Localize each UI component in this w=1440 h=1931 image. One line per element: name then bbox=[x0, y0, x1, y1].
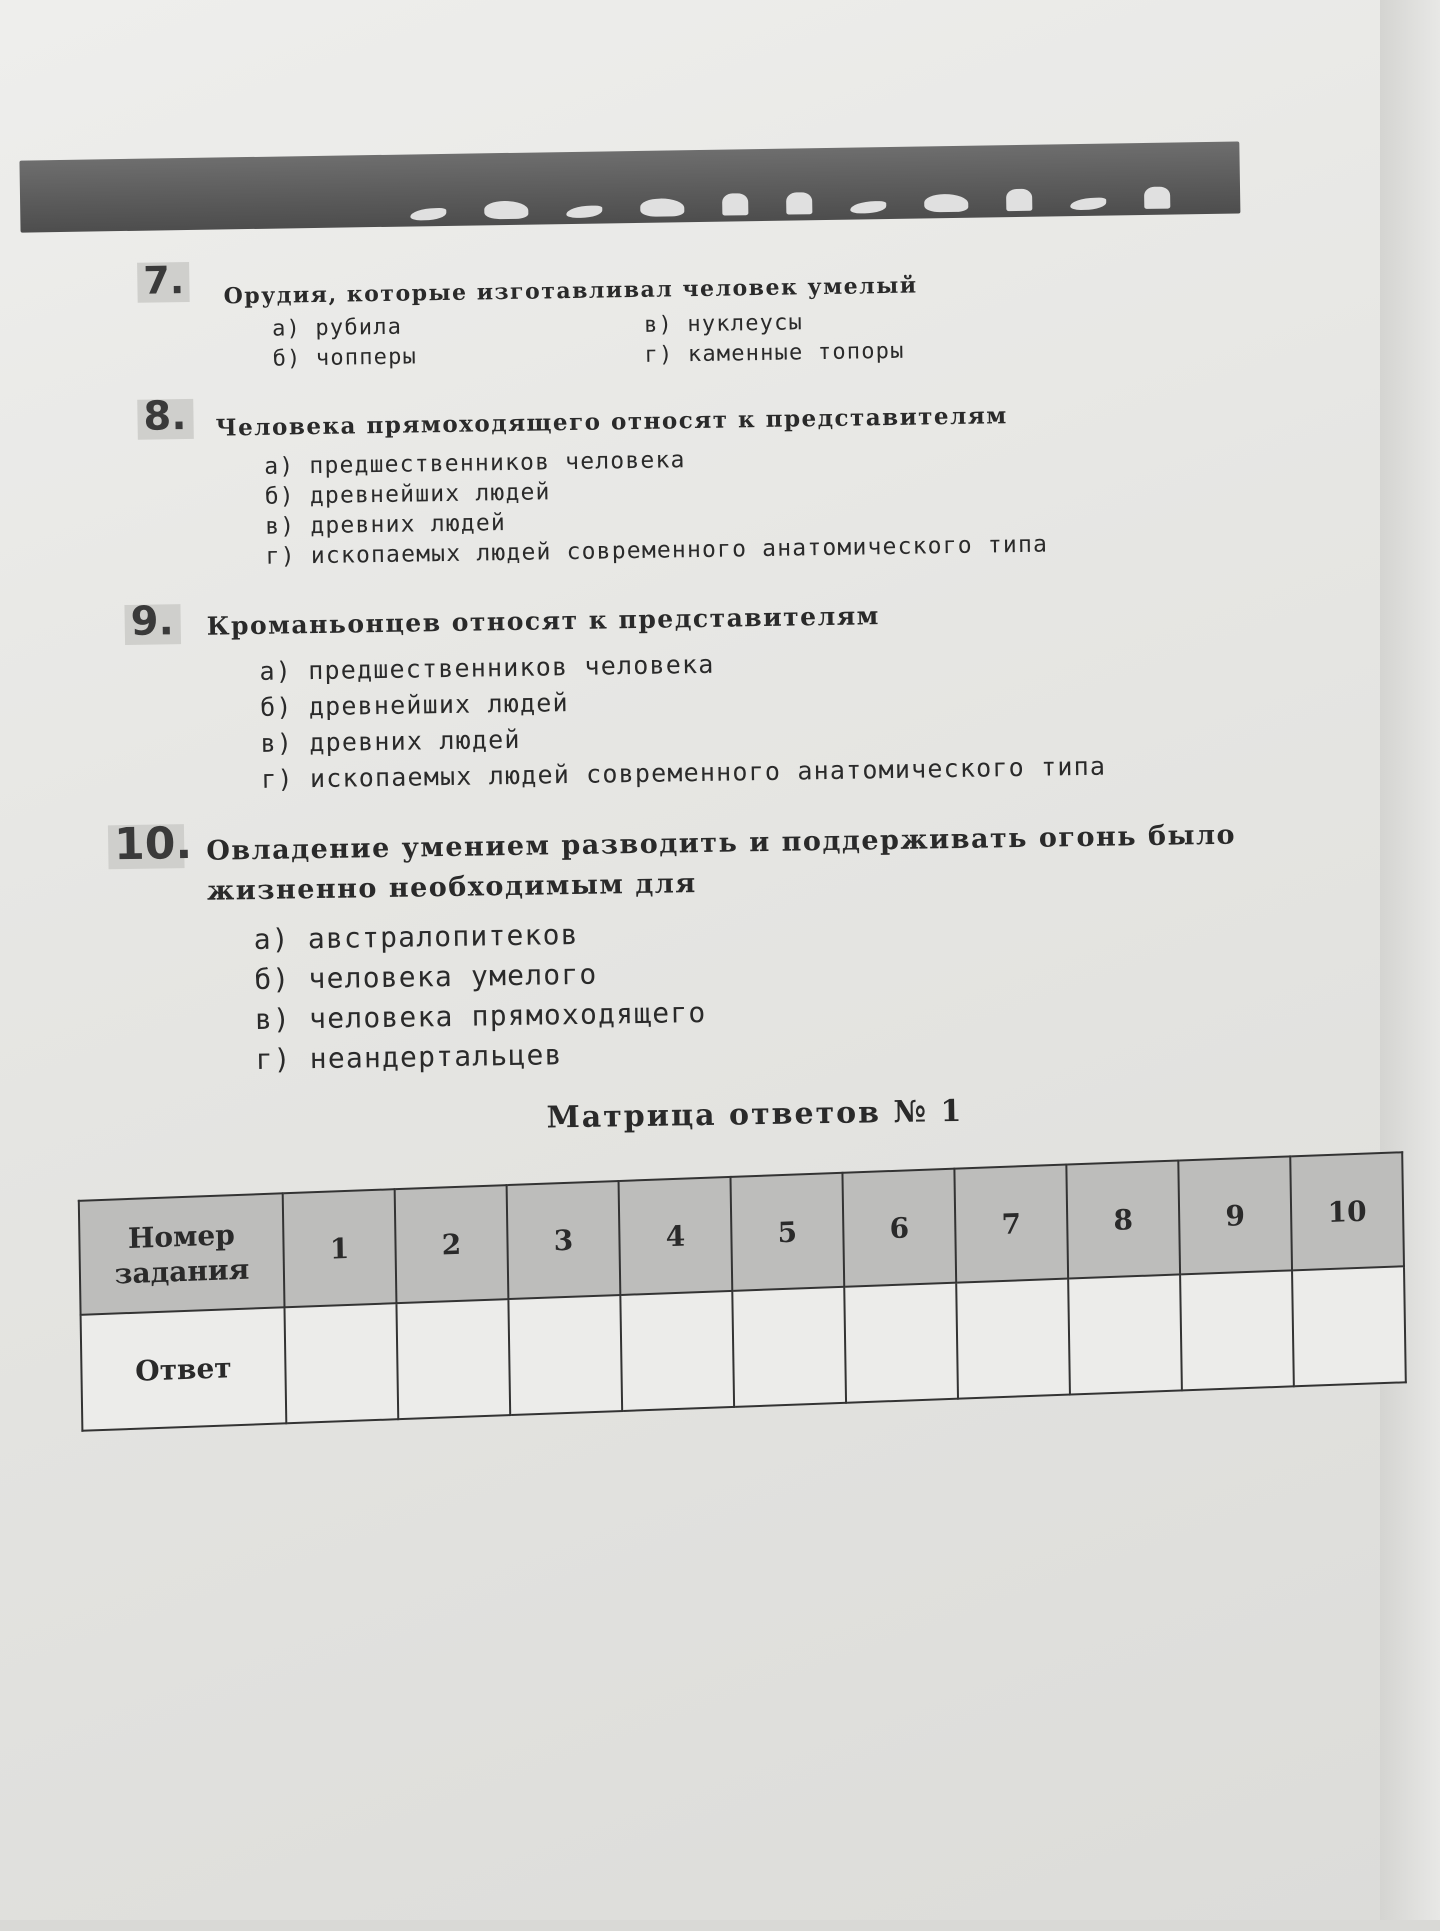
answer-cell[interactable] bbox=[396, 1299, 510, 1419]
animal-silhouette-icon bbox=[484, 201, 528, 220]
column-number: 2 bbox=[395, 1185, 509, 1303]
answer-cell[interactable] bbox=[1068, 1274, 1182, 1394]
column-number: 10 bbox=[1290, 1152, 1404, 1270]
question-number bbox=[143, 258, 185, 303]
column-number: 9 bbox=[1178, 1156, 1292, 1274]
option-d: г) неандертальцев bbox=[255, 1038, 563, 1077]
animal-silhouette-icon bbox=[640, 198, 684, 217]
column-number: 7 bbox=[954, 1165, 1068, 1283]
option-c: в) древних людей bbox=[265, 510, 507, 540]
question-number-text: 10. bbox=[113, 817, 193, 871]
question-number-text: 9. bbox=[130, 598, 175, 645]
animal-silhouette-icon bbox=[1144, 187, 1170, 209]
decorative-banner bbox=[19, 141, 1240, 232]
option-c: в) человека прямоходящего bbox=[254, 995, 707, 1037]
answer-label: Ответ bbox=[81, 1307, 287, 1430]
option-a: а) австралопитеков bbox=[253, 917, 579, 957]
answer-cell[interactable] bbox=[844, 1283, 958, 1403]
question-text-line-2: жизненно необходимым для bbox=[206, 868, 697, 907]
column-number: 1 bbox=[283, 1189, 397, 1307]
option-d: г) ископаемых людей современного анатомического типа bbox=[265, 531, 1049, 570]
option-c: в) нуклеусы bbox=[643, 310, 804, 338]
answer-matrix-title: Матрица ответов № 1 bbox=[546, 1093, 964, 1136]
question-text: Орудия, которые изготавливал человек умелый bbox=[223, 272, 918, 310]
animal-silhouette-icon bbox=[566, 205, 602, 218]
question-text: Человека прямоходящего относят к представителям bbox=[215, 402, 1008, 442]
option-b: б) древнейших людей bbox=[259, 688, 570, 722]
animal-silhouettes bbox=[410, 181, 1170, 221]
answer-matrix-table bbox=[78, 1151, 1407, 1432]
column-number: 4 bbox=[619, 1177, 733, 1295]
task-number-label-line-2: задания bbox=[114, 1252, 250, 1291]
animal-silhouette-icon bbox=[722, 193, 748, 215]
option-a: а) рубила bbox=[271, 314, 403, 342]
question-text-line-1: Овладение умением разводить и поддерживать огонь было bbox=[206, 819, 1237, 867]
question-text: Кроманьонцев относят к представителям bbox=[206, 601, 881, 641]
answer-cell[interactable] bbox=[732, 1287, 846, 1407]
question-number bbox=[143, 393, 187, 440]
animal-silhouette-icon bbox=[850, 201, 886, 214]
option-a: а) предшественников человека bbox=[259, 649, 715, 686]
option-b: б) чопперы bbox=[272, 344, 418, 372]
answer-cell[interactable] bbox=[620, 1291, 734, 1411]
question-number-text: 8. bbox=[143, 393, 187, 440]
option-b: б) древнейших людей bbox=[264, 479, 551, 510]
column-number: 8 bbox=[1066, 1160, 1180, 1278]
question-number bbox=[130, 598, 174, 645]
answer-cell[interactable] bbox=[508, 1295, 622, 1415]
option-d: г) каменные топоры bbox=[644, 338, 905, 368]
column-number: 5 bbox=[730, 1173, 844, 1291]
answer-cell[interactable] bbox=[1180, 1270, 1294, 1390]
option-b: б) человека умелого bbox=[254, 957, 598, 997]
option-d: г) ископаемых людей современного анатомического типа bbox=[260, 751, 1107, 794]
column-number: 3 bbox=[507, 1181, 621, 1299]
animal-silhouette-icon bbox=[1070, 198, 1106, 211]
animal-silhouette-icon bbox=[786, 192, 812, 214]
answer-cell[interactable] bbox=[284, 1303, 398, 1423]
task-number-label-line-1: Номер bbox=[127, 1218, 236, 1256]
question-number-text: 7. bbox=[142, 258, 185, 303]
task-number-label bbox=[79, 1193, 285, 1314]
option-a: а) предшественников человека bbox=[264, 447, 686, 480]
answer-cell[interactable] bbox=[1292, 1266, 1406, 1386]
question-number bbox=[114, 818, 193, 870]
column-number: 6 bbox=[842, 1169, 956, 1287]
animal-silhouette-icon bbox=[924, 194, 968, 213]
option-c: в) древних людей bbox=[260, 724, 521, 758]
answer-cell[interactable] bbox=[956, 1279, 1070, 1399]
animal-silhouette-icon bbox=[1006, 189, 1032, 211]
animal-silhouette-icon bbox=[410, 208, 446, 221]
